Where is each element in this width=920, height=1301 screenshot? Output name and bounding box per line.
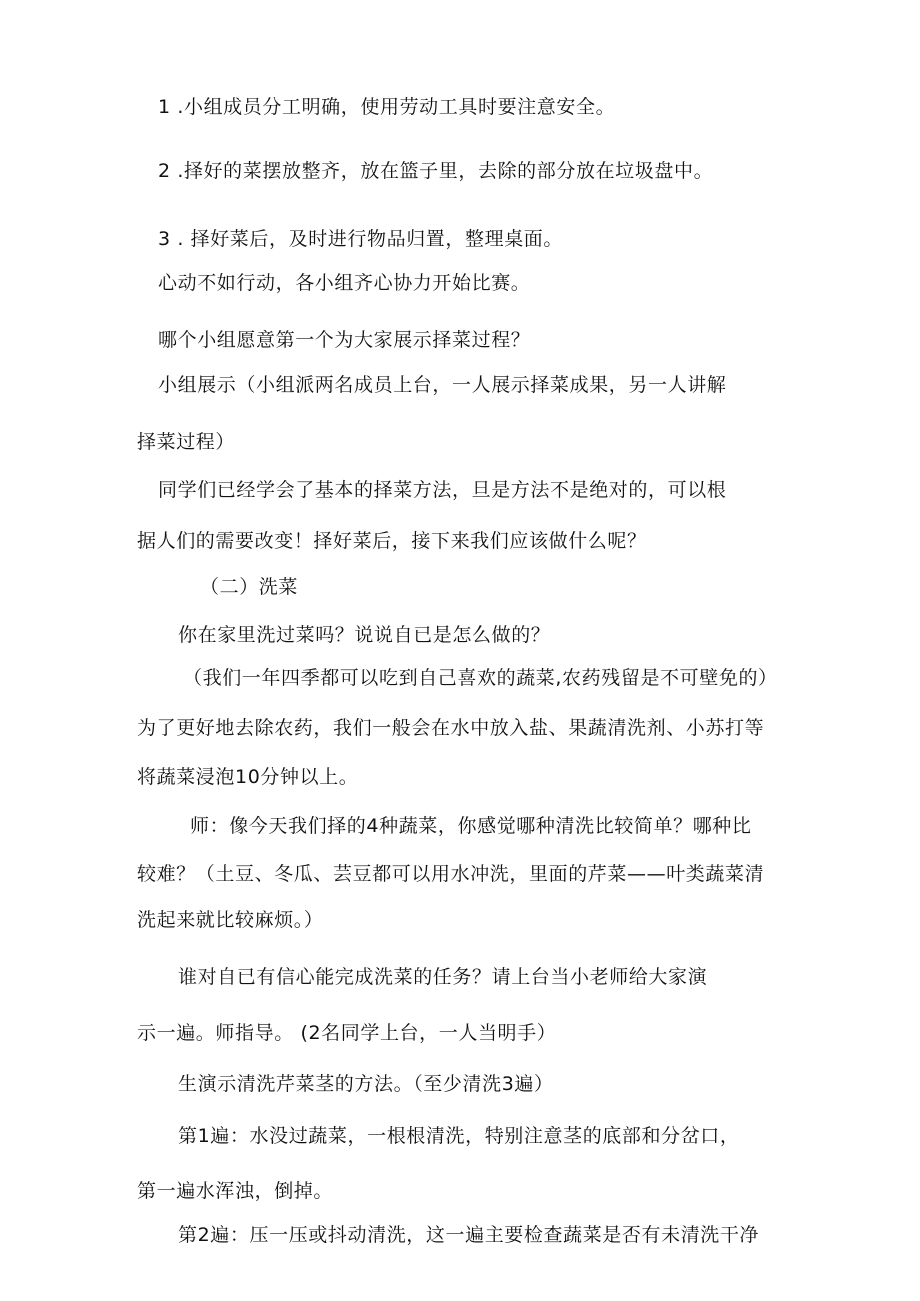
text-line-6: 小组展示（小组派两名成员上台，一人展示择菜成果，另一人讲解 bbox=[158, 374, 727, 396]
text-line-1: 1 .小组成员分工明确，使用劳动工具时要注意安全。 bbox=[158, 96, 616, 118]
text-line-7: 择菜过程） bbox=[137, 431, 236, 453]
text-line-23: 第2遍：压一压或抖动清洗，这一遍主要检查蔬菜是否有未清洗干净 bbox=[178, 1224, 760, 1246]
text-line-13: 为了更好地去除农药，我们一般会在水中放入盐、果蔬清洗剂、小苏打等 bbox=[137, 717, 765, 739]
text-line-22: 第一遍水浑浊，倒掉。 bbox=[137, 1180, 334, 1202]
text-line-9: 据人们的需要改变！择好菜后，接下来我们应该做什么呢？ bbox=[137, 530, 647, 552]
text-line-20: 生演示清洗芹菜茎的方法。（至少清洗3遍） bbox=[178, 1073, 554, 1095]
text-line-2: 2 .择好的菜摆放整齐，放在篮子里，去除的部分放在垃圾盘中。 bbox=[158, 160, 714, 182]
section-heading: （二）洗菜 bbox=[200, 576, 299, 598]
text-line-19: 示一遍。师指导。 (2名同学上台，一人当明手） bbox=[137, 1022, 557, 1044]
text-line-5: 哪个小组愿意第一个为大家展示择菜过程？ bbox=[158, 329, 531, 351]
text-line-18: 谁对自已有信心能完成洗菜的任务？请上台当小老师给大家演 bbox=[178, 966, 708, 988]
text-line-8: 同学们已经学会了基本的择菜方法，旦是方法不是绝对的，可以根 bbox=[158, 479, 727, 501]
text-line-14: 将蔬菜浸泡10分钟以上。 bbox=[137, 766, 359, 788]
text-line-11: 你在家里洗过菜吗？说说自已是怎么做的？ bbox=[178, 624, 551, 646]
text-line-15: 师：像今天我们择的4种蔬菜，你感觉哪种清洗比较简单？哪种比 bbox=[190, 815, 752, 837]
text-line-12: （我们一年四季都可以吃到自己喜欢的蔬菜,农药残留是不可壁免的） bbox=[183, 667, 778, 689]
text-line-4: 心动不如行动，各小组齐心协力开始比赛。 bbox=[158, 272, 531, 294]
text-line-3: 3 . 择好菜后，及时进行物品归置，整理桌面。 bbox=[158, 228, 564, 250]
text-line-17: 洗起来就比较麻烦。） bbox=[137, 909, 324, 931]
text-line-21: 第1遍：水没过蔬菜，一根根清洗，特别注意茎的底部和分岔口， bbox=[178, 1125, 740, 1147]
text-line-16: 较难？（土豆、冬瓜、芸豆都可以用水冲洗，里面的芹菜——叶类蔬菜清 bbox=[137, 863, 765, 885]
